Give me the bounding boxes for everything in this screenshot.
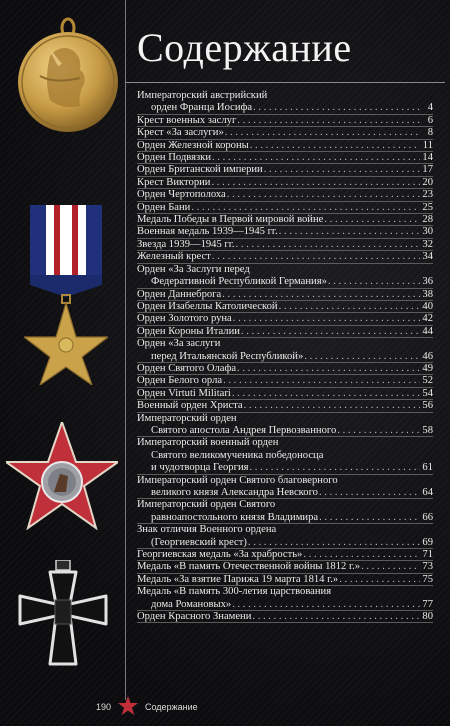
toc-entry[interactable] [137, 499, 433, 524]
toc-entry-title: перед Итальянской Республикой» [151, 350, 304, 362]
toc-page-number: 64 [422, 487, 433, 498]
toc-entry-title: Медаль «В память Отечественной войны 1812 г.» [137, 561, 361, 573]
page-number: 190 [96, 702, 112, 712]
toc-entry[interactable] [137, 226, 433, 238]
toc-entry-line [137, 437, 433, 449]
toc-entry-title: Императорский орден Святого благоверного [137, 474, 338, 486]
toc-entry[interactable] [137, 574, 433, 586]
toc-entry-title: Медаль Победы в Первой мировой войне [137, 214, 324, 226]
toc-page-number: 20 [422, 176, 433, 188]
toc-entry[interactable] [137, 524, 433, 549]
toc-page-number: 11 [422, 139, 433, 151]
toc-entry-title: Крест «За заслуги» [137, 127, 224, 139]
toc-entry-title: Военная медаль 1939—1945 гг. [137, 226, 278, 238]
toc-entry[interactable] [137, 326, 433, 338]
toc-entry-title: Звезда 1939—1945 гг. [137, 238, 235, 250]
toc-entry-title: равноапостольного князя Владимира [151, 511, 319, 523]
toc-entry-title: Императорский орден Святого [137, 499, 276, 511]
toc-page-number: 66 [422, 511, 433, 523]
toc-entry[interactable] [137, 115, 433, 127]
toc-page-number: 69 [422, 536, 433, 548]
toc-page-number: 4 [427, 102, 433, 114]
toc-entry[interactable] [137, 289, 433, 301]
toc-page-number: 75 [422, 573, 433, 585]
toc-entry-title: Федеративной Республикой Германия» [151, 276, 327, 288]
toc-entry[interactable] [137, 164, 433, 176]
toc-entry-title: Орден Красного Знамени [137, 611, 252, 623]
toc-entry[interactable] [137, 388, 433, 400]
toc-page-number: 17 [422, 164, 433, 176]
toc-entry[interactable] [137, 338, 433, 363]
toc-entry[interactable] [137, 475, 433, 500]
toc-page-number: 73 [422, 561, 433, 573]
toc-entry-line [137, 586, 433, 598]
toc-entry-title: Орден Даннеброга [137, 288, 222, 300]
toc-page-number: 77 [422, 598, 433, 610]
footer-label: Содержание [145, 702, 198, 712]
toc-page-number: 80 [422, 611, 433, 623]
table-of-contents [137, 90, 433, 623]
toc-entry-title: Орден Изабеллы Католической [137, 300, 278, 312]
toc-page-number: 32 [422, 238, 433, 250]
toc-entry[interactable] [137, 90, 433, 115]
toc-page-number: 25 [422, 201, 433, 213]
red-star-order-icon [6, 422, 118, 530]
toc-entry[interactable] [137, 313, 433, 325]
toc-entry-title: Орден Железной короны [137, 139, 249, 151]
toc-entry-title: и чудотворца Георгия [151, 462, 249, 474]
toc-entry-title: Крест Виктории [137, 176, 211, 188]
toc-entry-line [137, 338, 433, 350]
toc-page-number: 8 [427, 127, 433, 139]
toc-page-number: 34 [422, 251, 433, 263]
toc-page-number: 61 [422, 462, 433, 474]
toc-entry[interactable] [137, 177, 433, 189]
toc-entry-title: дома Романовых» [151, 598, 232, 610]
toc-entry-title: Медаль «За взятие Парижа 19 марта 1814 г.» [137, 573, 339, 585]
toc-page-number: 52 [422, 375, 433, 387]
toc-entry[interactable] [137, 140, 433, 152]
toc-entry[interactable] [137, 437, 433, 474]
silver-star-medal-icon [24, 205, 108, 385]
toc-entry-title: Георгиевская медаль «За храбрость» [137, 549, 303, 561]
toc-entry-title: Орден Золотого руна [137, 313, 232, 325]
toc-entry-title: Императорский австрийский [137, 90, 268, 101]
toc-entry-title: Орден Чертополоха [137, 189, 226, 201]
toc-entry[interactable] [137, 375, 433, 387]
toc-entry[interactable] [137, 301, 433, 313]
toc-entry-title: Орден Британской империи [137, 164, 263, 176]
toc-entry-line [137, 524, 433, 536]
column-divider [125, 0, 126, 700]
toc-page-number: 14 [422, 152, 433, 164]
toc-entry-title: Орден Короны Италии [137, 325, 240, 337]
toc-entry-title: Орден Святого Олафа [137, 362, 237, 374]
toc-entry[interactable] [137, 264, 433, 289]
page-title: Содержание [137, 25, 352, 70]
star-icon [117, 695, 139, 717]
toc-entry-title: Знак отличия Военного ордена [137, 524, 277, 536]
toc-entry-title: Императорский орден [137, 412, 237, 424]
toc-entry-title: Орден «За Заслуги перед [137, 263, 250, 275]
toc-entry-line [137, 264, 433, 276]
toc-entry[interactable] [137, 549, 433, 561]
toc-entry[interactable] [137, 363, 433, 375]
toc-entry-title: Орден Бани [137, 201, 191, 213]
toc-page-number: 46 [422, 350, 433, 362]
toc-entry-title: Святого апостола Андрея Первозванного [151, 424, 337, 436]
toc-entry-line [137, 475, 433, 487]
toc-rule [137, 622, 433, 623]
toc-entry-title: Медаль «В память 300-летия царствования [137, 586, 332, 598]
toc-entry-title: Крест военных заслуг [137, 114, 237, 126]
toc-page-number: 44 [422, 325, 433, 337]
toc-entry[interactable] [137, 611, 433, 623]
toc-entry-line [137, 450, 433, 462]
toc-entry-title: Военный орден Христа [137, 400, 243, 412]
toc-page-number: 38 [422, 288, 433, 300]
toc-page-number: 42 [422, 313, 433, 325]
toc-entry-title: Орден Белого орла [137, 375, 223, 387]
toc-page-number: 49 [422, 362, 433, 374]
toc-entry-title: Орден «За заслуги [137, 338, 221, 350]
toc-entry[interactable] [137, 189, 433, 201]
toc-page-number: 23 [422, 189, 433, 201]
toc-entry[interactable] [137, 586, 433, 611]
toc-entry-title: великого князя Александра Невского [151, 487, 318, 498]
toc-entry-line [137, 413, 433, 425]
toc-entry[interactable] [137, 202, 433, 214]
toc-entry[interactable] [137, 152, 433, 164]
toc-entry[interactable] [137, 561, 433, 573]
toc-entry-title: Орден Virtuti Militari [137, 387, 231, 399]
toc-entry-title: Железный крест [137, 251, 211, 263]
toc-page-number: 54 [422, 387, 433, 399]
toc-entry-title: Святого великомученика победоносца [151, 449, 324, 461]
toc-entry[interactable] [137, 239, 433, 251]
toc-entry-title: Императорский военный орден [137, 437, 279, 449]
toc-entry[interactable] [137, 127, 433, 139]
toc-entry-line [137, 90, 433, 102]
page-footer [0, 700, 450, 726]
toc-entry[interactable] [137, 214, 433, 226]
toc-entry[interactable] [137, 400, 433, 412]
iron-cross-icon [8, 560, 118, 680]
toc-entry[interactable] [137, 413, 433, 438]
toc-entry-title: Орден Подвязки [137, 152, 211, 164]
toc-page-number: 28 [422, 214, 433, 226]
toc-page-number: 36 [422, 276, 433, 288]
toc-page-number: 56 [422, 400, 433, 412]
gold-medal-icon [10, 14, 120, 136]
toc-entry-line [137, 499, 433, 511]
toc-entry-title: орден Франца Иосифа [151, 102, 253, 114]
toc-page-number: 58 [422, 424, 433, 436]
title-rule [125, 82, 445, 83]
toc-page-number: 6 [427, 114, 433, 126]
toc-entry[interactable] [137, 251, 433, 263]
toc-page-number: 71 [422, 549, 433, 561]
toc-entry-title: (Георгиевский крест) [151, 536, 247, 548]
toc-page-number: 40 [422, 300, 433, 312]
toc-page-number: 30 [422, 226, 433, 238]
